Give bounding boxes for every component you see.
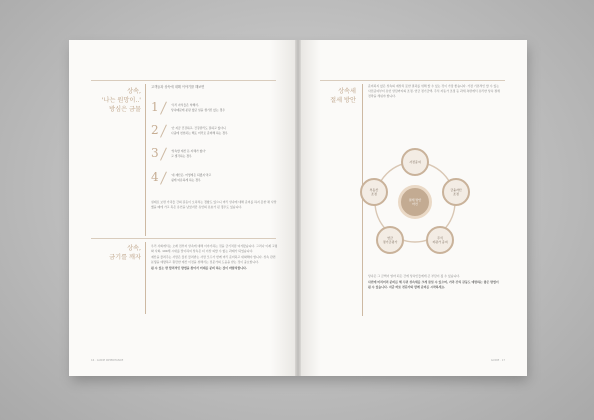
section-title-right-line2: 절세 방안 xyxy=(330,97,356,104)
top-rule xyxy=(320,80,505,81)
top-rule xyxy=(91,80,276,81)
right-paragraph-2 xyxy=(368,274,502,291)
step-slash xyxy=(160,102,166,115)
paragraph-text: 상속은 그 금액이 얼마 되든 간에 상속인들에게 큰 부담이 될 수 있습니다. xyxy=(368,274,461,278)
section-title-1 xyxy=(85,87,141,114)
step-text-2: 나중에 천천히는 해도 미리로 준비해 하는 경우 xyxy=(171,131,228,135)
left-paragraph-2 xyxy=(151,244,279,272)
step-text-1: '내 재산은, 어떻게든 되겠지'라고 xyxy=(171,173,212,177)
step-text-1: '상속할 재산 돈 자체가 없다' xyxy=(171,149,206,153)
section-title-right-line1: 상속세 xyxy=(338,88,356,95)
paragraph-text: 실제로 보면 가족들 간의 갈등이 오히려는 경향도 있으니 미리 상속에 대해 준비를 하지 못한 채 사망했을 때에 가고 혹은 유언을 남았지만 유언의 유효가 된 경우도 있습니다. xyxy=(151,200,277,209)
step-slash xyxy=(160,148,166,161)
step-4 xyxy=(151,170,235,187)
paragraph-bold-text: 될 수 있는 한 합리적인 방법을 찾아서 미래를 준비 하는 것이 바람직합니다. xyxy=(151,266,247,270)
page-footer-right: GUIDE · 17 xyxy=(490,359,505,362)
right-page xyxy=(298,40,527,376)
section-title-2-line2: 금기를 깨자 xyxy=(109,254,141,261)
left-page xyxy=(69,40,298,376)
paragraph-text: 준비되지 않은 상속의 예상치 못한 결과를 위해 할 수 있는 것이 가장 좋습니다. 가장 기본적인 할 수 있는 사전증여부터 유언 상담까지의 조정, 연금 정기금액, 주식 자동가 조정 등 과세 측면에서 유리한 상속 절세 전략을 세워야 합니다. xyxy=(368,84,500,98)
step-text-2: 고 생각하는 경우 xyxy=(171,154,192,158)
diagram-node: 부동산 조정 xyxy=(360,178,388,206)
step-number: 2 xyxy=(151,123,159,137)
step-2 xyxy=(151,123,235,140)
section-title-2 xyxy=(85,244,141,262)
step-text-2: 상속때문에 분란 있던 일을 생기진 않는 경우 xyxy=(171,108,225,112)
step-3 xyxy=(151,146,235,163)
open-book xyxy=(69,40,527,376)
diagram-node: 연금 정기금평가 xyxy=(376,226,404,254)
paragraph-text: 재산을 물려주는 사람은 물론 물려받는 사람 모두가 함께 미리 준비하고 대화해야 합니다. 상속 관련 분쟁을 예방하고 원만한 재산 이전을 위해서는 전문가의 도움을 받는 것이 중요합니다. xyxy=(151,255,276,264)
intro-line: 고객들과 상속에 대해 이야기를 해보면 xyxy=(151,85,205,89)
step-text-2: 쉽게 여유하게 하는 경우 xyxy=(171,178,201,182)
paragraph-text: 우리 사회에서는 오래 전부터 상속에 대해 이야기하는 것을 금기처럼 여겨왔습니다. 그러나 이제 고령화 사회, 100세 시대를 맞이하여 상속은 더 이상 피할 수 없는 과제가 되었습니다. xyxy=(151,244,278,253)
step-text-1: '우리 자식들은 착해서, xyxy=(171,103,199,107)
step-number: 1 xyxy=(151,100,159,114)
diagram-center: 절세 방안 마련 xyxy=(398,185,432,219)
page-footer-left: 16 · GUIDE INHERITANCE xyxy=(91,359,124,362)
step-number: 3 xyxy=(151,146,159,160)
left-divider-1 xyxy=(145,84,146,236)
right-paragraph-1 xyxy=(368,84,502,100)
paragraph-bold-text: 사전에 미리미리 준비를 해 두면 상속세를 크게 줄일 수 있으며, 가족 간의 갈등도 예방하는 좋은 방법이 될 수 있습니다. 지금 바로 전문가와 함께 준비를 시작하세요. xyxy=(368,280,499,289)
section-title-right xyxy=(300,87,356,105)
diagram-node: 주식 저평가 증여 xyxy=(426,226,454,254)
section-title-1-line3: 방심은 금물 xyxy=(109,106,141,113)
left-divider-2 xyxy=(145,242,146,314)
step-text-1: '난 지금 건강하고, 건강관리도 잘하고 있다니 xyxy=(171,126,226,130)
book-spine xyxy=(295,40,301,376)
left-paragraph-1 xyxy=(151,200,279,211)
diagram-node: 금융자산 조정 xyxy=(442,178,470,206)
mid-rule xyxy=(91,238,276,239)
step-slash xyxy=(160,172,166,185)
section-title-1-line2: '나는 원망이..' xyxy=(101,97,141,104)
cycle-diagram xyxy=(350,140,480,265)
step-number: 4 xyxy=(151,170,159,184)
step-1 xyxy=(151,100,235,117)
section-title-1-line1: 상속, xyxy=(127,88,141,95)
section-title-2-line1: 상속, xyxy=(127,245,141,252)
diagram-node: 사전증여 xyxy=(401,148,429,176)
step-slash xyxy=(160,125,166,138)
